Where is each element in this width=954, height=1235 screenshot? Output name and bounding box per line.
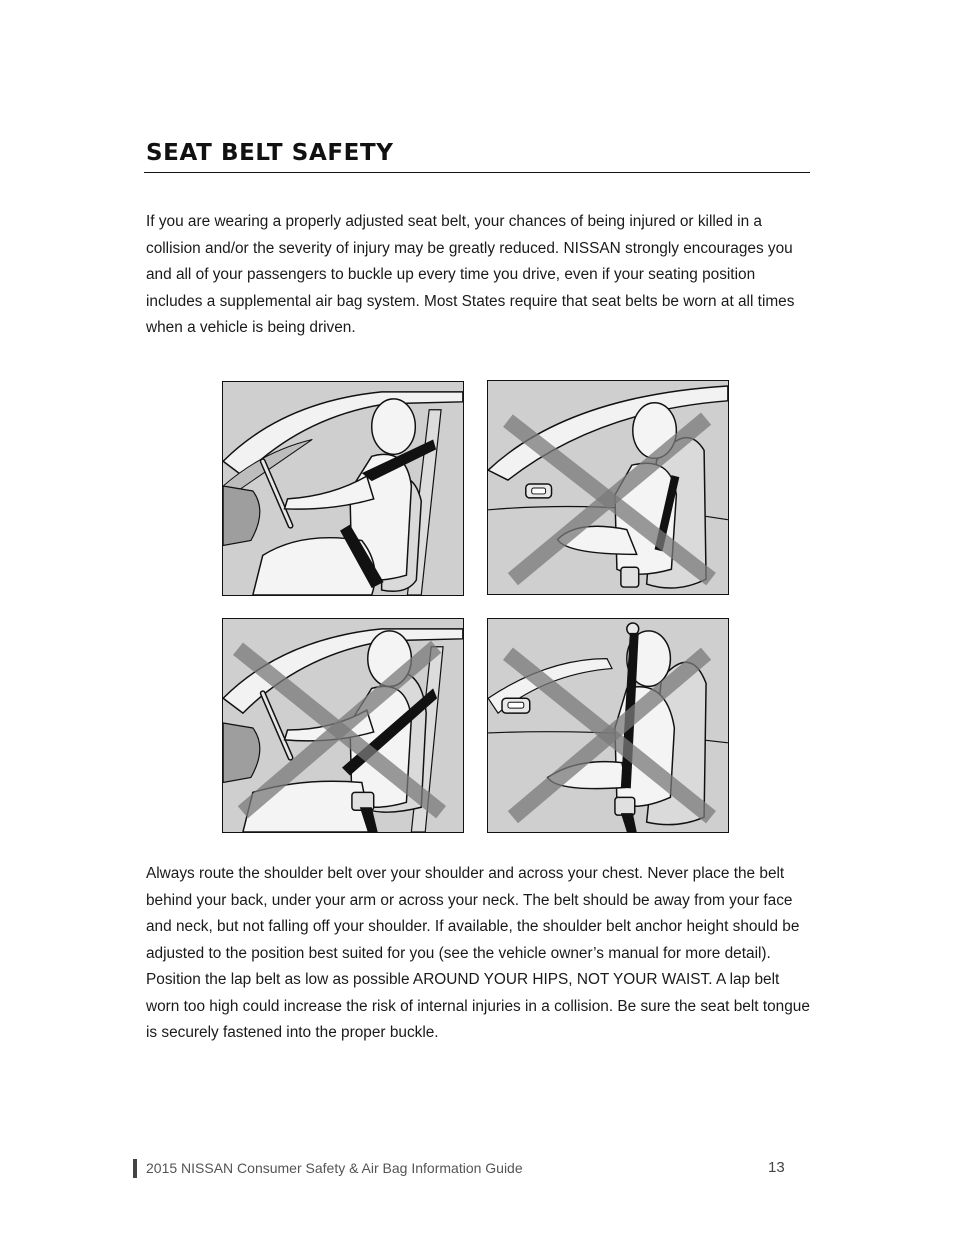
incorrect-belt-illustration (488, 619, 728, 832)
title-rule (144, 172, 810, 173)
illustration-belt-under-arm (222, 618, 464, 833)
correct-belt-illustration (223, 382, 463, 595)
page-number: 13 (768, 1159, 785, 1176)
footer-bar (133, 1159, 137, 1178)
body-paragraph: Always route the shoulder belt over your shoulder and across your chest. Never place the belt behind your back, under your arm or across your neck. The belt should be away from your face and neck, but not falling off your shoulder. If available, the shoulder belt anchor height should be adjusted to the position best suited for you (see the vehicle owner’s manual for more detail). Position the lap belt as low as possible AROUND YOUR HIPS, NOT YOUR WAIST. A lap belt worn too high could increase the risk of internal injuries in a collision. Be sure the seat belt tongue is securely fastened into the proper buckle. (146, 865, 810, 1041)
illustration-belt-across-neck (487, 618, 729, 833)
incorrect-belt-illustration (488, 381, 728, 594)
incorrect-belt-illustration (223, 619, 463, 832)
page-title: SEAT BELT SAFETY (146, 140, 394, 166)
illustration-belt-behind-back (487, 380, 729, 595)
footer-guide-title: 2015 NISSAN Consumer Safety & Air Bag Information Guide (146, 1160, 523, 1176)
intro-paragraph: If you are wearing a properly adjusted seat belt, your chances of being injured or killed in a collision and/or the severity of injury may be greatly reduced. NISSAN strongly encourages you and all of your passengers to buckle up every time you drive, even if your seating position includes a supplemental air bag system. Most States require that seat belts be worn at all times when a vehicle is being driven. (146, 213, 795, 336)
illustration-correct-belt-routing (222, 381, 464, 596)
